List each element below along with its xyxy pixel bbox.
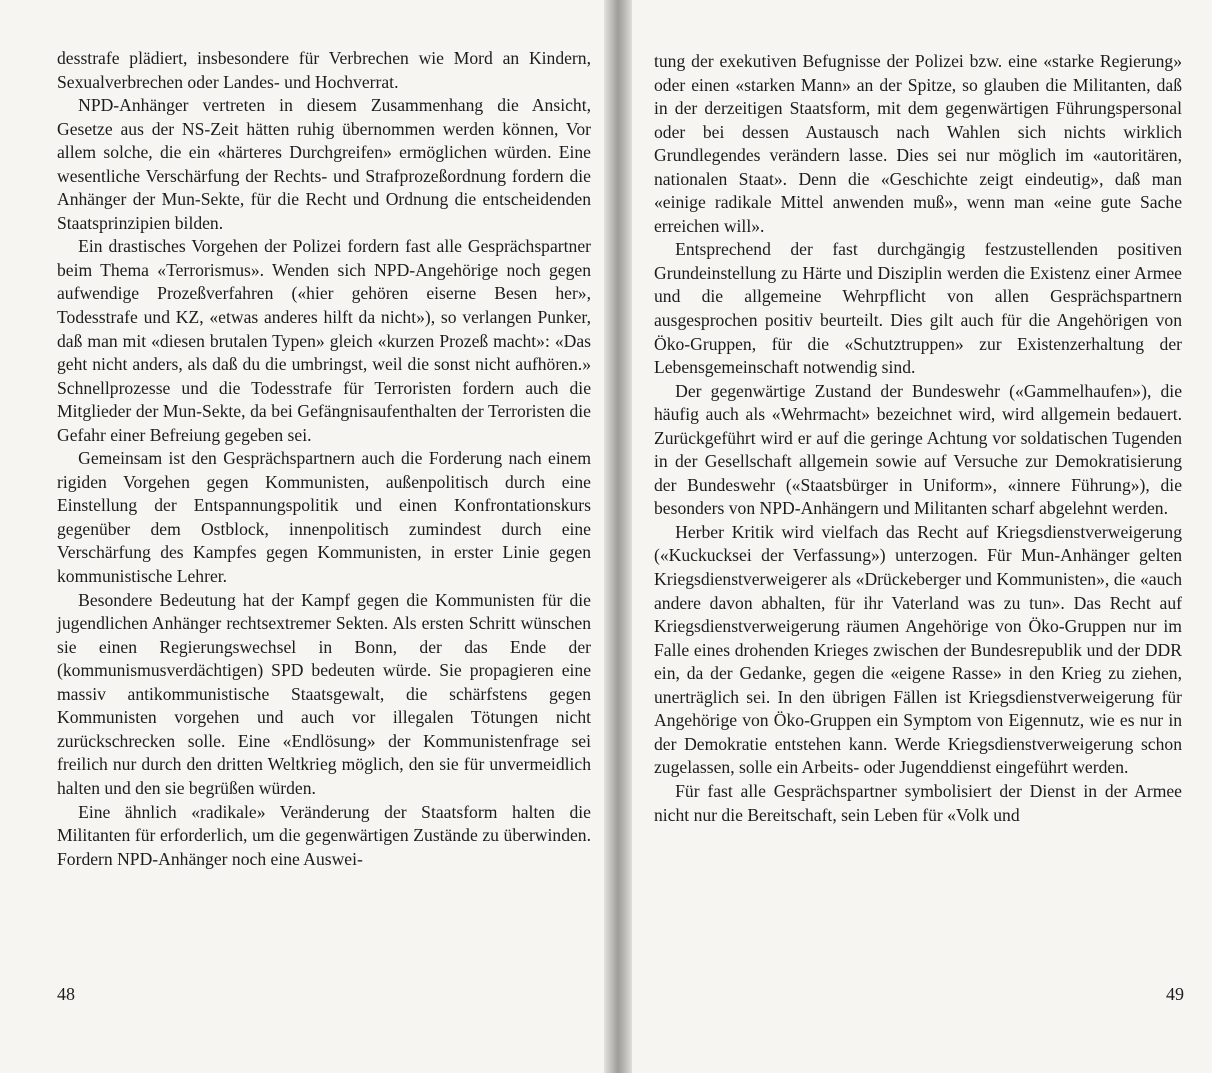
page-number: 49 — [1166, 984, 1184, 1004]
paragraph: Eine ähnlich «radikale» Veränderung der Staatsform halten die Militanten für erforderlich, um die gegenwärtigen Zustände zu überwinden. Fordern NPD-Anhänger noch eine Auswei- — [57, 801, 591, 869]
paragraph: Für fast alle Gesprächspartner symbolisiert der Dienst in der Armee nicht nur die Bereitschaft, sein Leben für «Volk und — [654, 780, 1182, 825]
right-text-column — [654, 50, 1182, 827]
paragraph: NPD-Anhänger vertreten in diesem Zusammenhang die Ansicht, Gesetze aus der NS-Zeit hätten ruhig übernommen werden können, Vor allem solche, die ein «härteres Durchgreifen» ermöglichen würden. Eine wesentliche Verschärfung der Rechts- und Strafprozeßordnung fordern die Anhänger der Mun-Sekte, für die Recht und Ordnung die entscheidenden Staatsprinzipien bilden. — [57, 95, 591, 233]
paragraph: tung der exekutiven Befugnisse der Polizei bzw. eine «starke Regierung» oder einen «starken Mann» an der Spitze, so glauben die Militanten, daß in der derzeitigen Staatsform, mit dem gegenwärtigen Führungspersonal oder bei dessen Austausch nach Wahlen sich nichts wirklich Grundlegendes verändern lasse. Dies sei nur möglich im «autoritären, nationalen Staat». Denn die «Geschichte zeigt eindeutig», daß man «einige radikale Mittel anwenden muß», wenn man «eine gute Sache erreichen will». — [654, 51, 1182, 236]
page-number: 48 — [57, 984, 75, 1004]
left-text-column — [57, 47, 591, 871]
paragraph: Herber Kritik wird vielfach das Recht auf Kriegsdienstverweigerung («Kuckucksei der Verfassung») unterzogen. Für Mun-Anhänger gelten Kriegsdienstverweigerer als «Drückeberger und Kommunisten», die «auch andere davon abhalten, für ihr Vaterland was zu tun». Das Recht auf Kriegsdienstverweigerung räumen Angehörige von Öko-Gruppen nur im Falle eines drohenden Krieges zwischen der Bundesrepublik und der DDR ein, da der Gedanke, gegen die «eigene Rasse» in den Krieg zu ziehen, unerträglich sei. In den übrigen Fällen ist Kriegsdienstverweigerung für Angehörige von Öko-Gruppen ein Symptom von Eigennutz, wie es nur in der Demokratie entstehen kann. Werde Kriegsdienstverweigerung schon zugelassen, solle ein Arbeits- oder Jugenddienst eingeführt werden. — [654, 521, 1182, 778]
book-gutter — [604, 0, 632, 1073]
right-page — [632, 0, 1212, 1073]
paragraph: Ein drastisches Vorgehen der Polizei fordern fast alle Gesprächspartner beim Thema «Terrorismus». Wenden sich NPD-Angehörige noch gegen aufwendige Prozeßverfahren («hier gehören eiserne Besen her», Todesstrafe und KZ, «etwas anderes hilft da nicht»), so verlangen Punker, daß man mit «diesen brutalen Typen» gleich «kurzen Prozeß macht»: «Das geht nicht anders, als daß du die umbringst, weil die sonst nicht aufhören.» Schnellprozesse und die Todesstrafe für Terroristen fordern auch die Mitglieder der Mun-Sekte, da bei Gefängnisaufenthalten der Terroristen die Gefahr einer Befreiung gegeben sei. — [57, 236, 591, 445]
paragraph: desstrafe plädiert, insbesondere für Verbrechen wie Mord an Kindern, Sexualverbrechen oder Landes- und Hochverrat. — [57, 48, 591, 92]
paragraph: Gemeinsam ist den Gesprächspartnern auch die Forderung nach einem rigiden Vorgehen gegen Kommunisten, außenpolitisch durch eine Einstellung der Entspannungspolitik und einen Konfrontationskurs gegenüber dem Ostblock, innenpolitisch zumindest durch eine Verschärfung des Kampfes gegen Kommunisten, in erster Linie gegen kommunistische Lehrer. — [57, 448, 591, 587]
paragraph: Entsprechend der fast durchgängig festzustellenden positiven Grundeinstellung zu Härte und Disziplin werden die Existenz einer Armee und die allgemeine Wehrpflicht von allen Gesprächspartnern ausgesprochen positiv beurteilt. Dies gilt auch für die Angehörigen von Öko-Gruppen, für die «Schutztruppen» zur Existenzerhaltung der Lebensgemeinschaft notwendig sind. — [654, 239, 1182, 378]
paragraph: Der gegenwärtige Zustand der Bundeswehr («Gammelhaufen»), die häufig auch als «Wehrmacht» bezeichnet wird, wird allgemein bedauert. Zurückgeführt wird er auf die geringe Achtung vor soldatischen Tugenden in der Gesellschaft allgemein sowie auf Versuche zur Demokratisierung der Bundeswehr («Staatsbürger in Uniform», «innere Führung»), die besonders von NPD-Anhängern und Militanten scharf abgelehnt werden. — [654, 380, 1182, 519]
left-page — [0, 0, 604, 1073]
paragraph: Besondere Bedeutung hat der Kampf gegen die Kommunisten für die jugendlichen Anhänger rechtsextremer Sekten. Als ersten Schritt wünschen sie einen Regierungswechsel in Bonn, der das Ende der (kommunismusverdächtigen) SPD bedeuten würde. Sie propagieren eine massiv antikommunistische Staatsgewalt, die schärfstens gegen Kommunisten vorgehen und auch vor illegalen Tötungen nicht zurückschrecken solle. Eine «Endlösung» der Kommunistenfrage sei freilich nur durch den dritten Weltkrieg möglich, den sie für unvermeidlich halten und den sie begrüßen würden. — [57, 589, 591, 798]
